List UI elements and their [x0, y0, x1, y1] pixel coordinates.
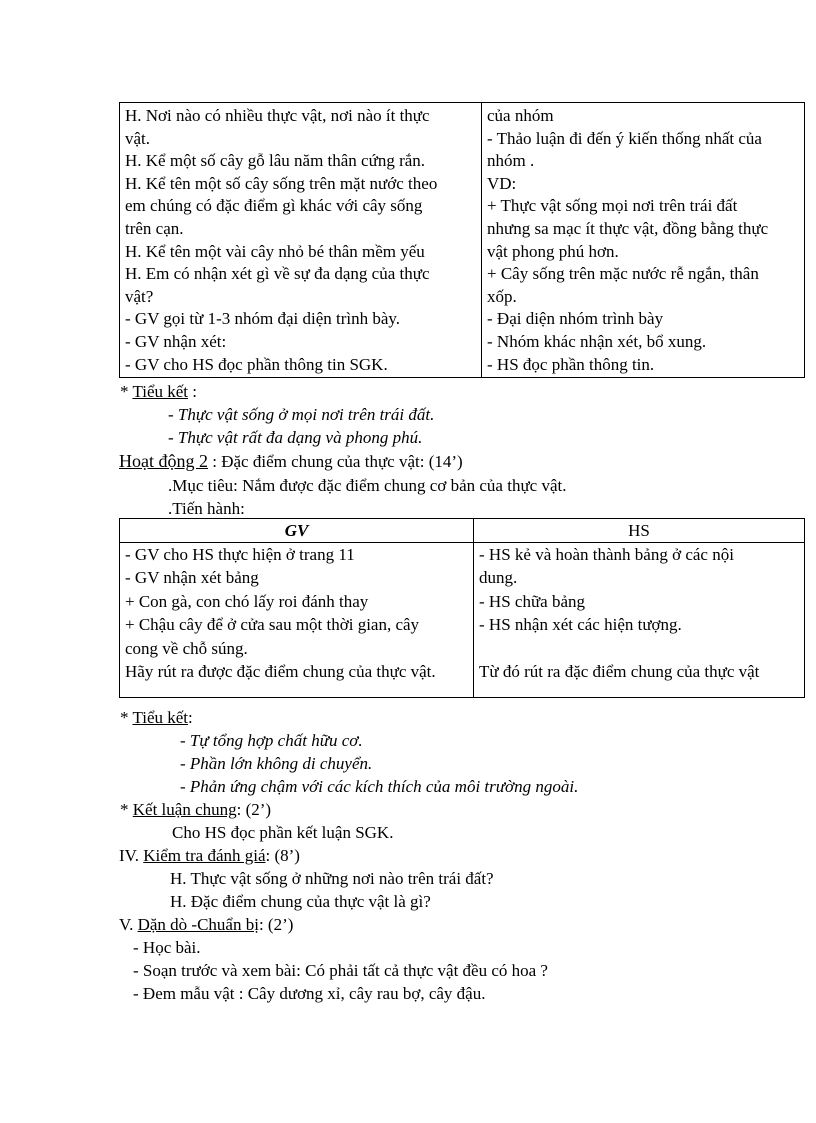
bullet: * — [120, 382, 133, 401]
table-line: - Đại diện nhóm trình bày — [487, 309, 664, 329]
table-line: - HS nhận xét các hiện tượng. — [479, 615, 682, 635]
section4-question: H. Đặc điểm chung của thực vật là gì? — [170, 892, 431, 911]
table-line: cong về chỗ súng. — [125, 638, 248, 658]
table-line: xốp. — [487, 286, 517, 306]
table-line: của nhóm — [487, 106, 554, 125]
conclusion-text: Cho HS đọc phần kết luận SGK. — [172, 823, 394, 842]
table-row — [120, 543, 805, 698]
table-line: + Con gà, con chó lấy roi đánh thay — [125, 591, 369, 611]
table-line: Hãy rút ra được đặc điểm chung của thực vật. — [125, 661, 436, 681]
table-line: - Thảo luận đi đến ý kiến thống nhất của — [487, 128, 762, 148]
section5-item: - Đem mẫu vật : Cây dương xỉ, cây rau bợ, cây đậu. — [133, 984, 486, 1003]
section-number: V. — [119, 915, 138, 934]
header-hs — [474, 519, 805, 543]
table-line — [479, 637, 804, 660]
table-line: H. Kể tên một số cây sống trên mặt nước theo — [125, 173, 438, 193]
activity2-steps: .Tiến hành: — [168, 499, 245, 518]
table-line: H. Nơi nào có nhiều thực vật, nơi nào ít thực — [125, 106, 430, 125]
table-line: - GV cho HS thực hiện ở trang 11 — [125, 545, 355, 564]
section5-time: : (2’) — [258, 915, 294, 934]
summary1-heading — [120, 380, 197, 403]
table-line: - GV nhận xét bảng — [125, 568, 259, 588]
table-line: nhóm . — [487, 151, 535, 171]
table-line: vật. — [125, 128, 151, 148]
summary2-item: - Phản ứng chậm với các kích thích của môi trường ngoài. — [180, 777, 579, 796]
table-line: - GV gọi từ 1-3 nhóm đại diện trình bày. — [125, 309, 401, 329]
table-line: + Cây sống trên mặc nước rễ ngắn, thân — [487, 264, 759, 284]
summary1-item: - Thực vật sống ở mọi nơi trên trái đất. — [168, 405, 435, 424]
colon: : — [188, 382, 198, 401]
table-line: - GV cho HS đọc phần thông tin SGK. — [125, 354, 388, 374]
activity2-goal: .Mục tiêu: Nắm được đặc điểm chung cơ bản của thực vật. — [168, 476, 567, 495]
header-gv-label: GV — [284, 521, 309, 540]
table-line: - HS đọc phần thông tin. — [487, 354, 655, 374]
table-line: vật phong phú hơn. — [487, 241, 619, 261]
section5-title: Dặn dò -Chuẩn bị — [137, 915, 259, 934]
teacher-column — [120, 543, 474, 698]
summary2-title: Tiểu kết — [132, 708, 189, 727]
summary1-item: - Thực vật rất đa dạng và phong phú. — [168, 428, 423, 447]
table-line: - Nhóm khác nhận xét, bổ xung. — [487, 331, 707, 351]
table-line: VD: — [487, 173, 517, 193]
activity2-subtitle: : Đặc điểm chung của thực vật: (14’) — [208, 452, 463, 471]
colon: : — [188, 708, 193, 727]
activity2-title: Hoạt động 2 — [119, 451, 208, 471]
table-line: dung. — [479, 568, 518, 588]
activity2-table — [119, 518, 805, 698]
conclusion-heading — [120, 798, 271, 821]
table-line: vật? — [125, 286, 154, 306]
bullet: * — [120, 708, 133, 727]
section4-title: Kiểm tra đánh giá — [143, 846, 266, 865]
conclusion-title: Kết luận chung — [132, 800, 237, 819]
activity2-heading — [119, 450, 463, 473]
section4-time: : (8’) — [265, 846, 300, 865]
section-number: IV. — [119, 846, 144, 865]
activity1-table — [119, 102, 805, 378]
table-row — [120, 103, 805, 378]
student-column — [482, 103, 805, 378]
table-line: H. Em có nhận xét gì về sự đa dạng của thực — [125, 264, 430, 284]
table-header-row — [120, 519, 805, 543]
table-line: - HS kẻ và hoàn thành bảng ở các nội — [479, 545, 734, 564]
summary2-item: - Phần lớn không di chuyển. — [180, 754, 373, 773]
header-gv — [120, 519, 474, 543]
table-line: H. Kể tên một vài cây nhỏ bé thân mềm yếu — [125, 241, 425, 261]
student-column — [474, 543, 805, 698]
header-hs-label: HS — [628, 521, 650, 540]
table-line: - HS chữa bảng — [479, 591, 585, 611]
conclusion-time: : (2’) — [236, 800, 272, 819]
section5-item: - Soạn trước và xem bài: Có phải tất cả thực vật đều có hoa ? — [133, 961, 548, 980]
section5-heading — [119, 913, 293, 936]
table-line: H. Kể một số cây gỗ lâu năm thân cứng rắn. — [125, 151, 426, 171]
table-line: trên cạn. — [125, 218, 184, 238]
bullet: * — [120, 800, 133, 819]
summary1-title: Tiểu kết — [132, 382, 189, 401]
table-line: - GV nhận xét: — [125, 331, 227, 351]
table-line: em chúng có đặc điểm gì khác với cây sống — [125, 196, 423, 216]
table-line: + Chậu cây để ở cửa sau một thời gian, cây — [125, 615, 420, 635]
section4-question: H. Thực vật sống ở những nơi nào trên trái đất? — [170, 869, 494, 888]
teacher-column — [120, 103, 482, 378]
table-line: nhưng sa mạc ít thực vật, đồng bằng thực — [487, 218, 769, 238]
summary2-heading — [120, 706, 193, 729]
table-line: Từ đó rút ra đặc điểm chung của thực vật — [479, 661, 760, 681]
table-line: + Thực vật sống mọi nơi trên trái đất — [487, 196, 738, 216]
section4-heading — [119, 844, 300, 867]
section5-item: - Học bài. — [133, 938, 201, 957]
summary2-item: - Tự tổng hợp chất hữu cơ. — [180, 731, 363, 750]
